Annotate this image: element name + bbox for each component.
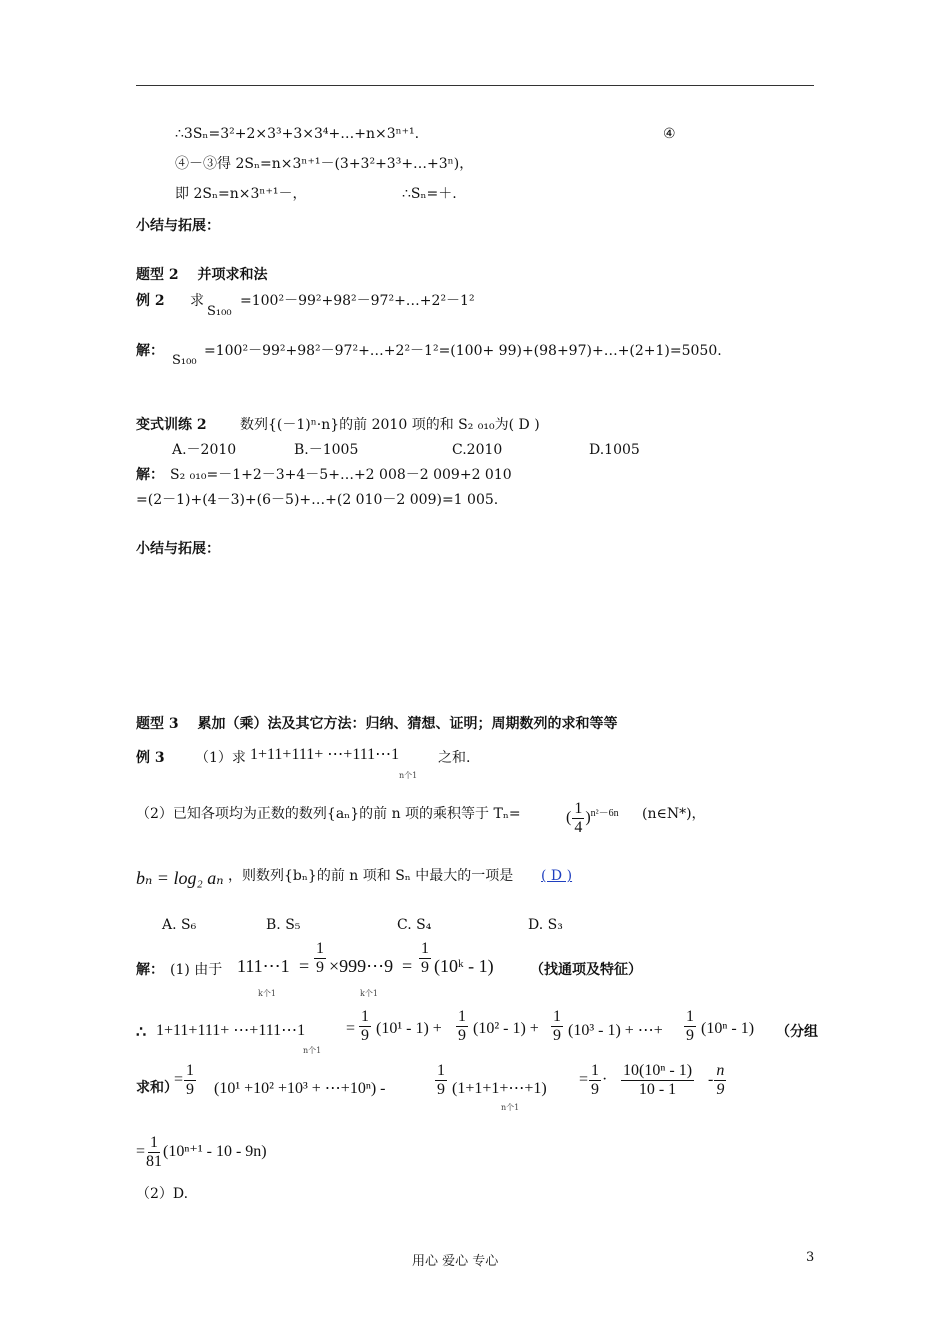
example3-part1-prefix: （1）求: [195, 750, 246, 766]
variant2-solution-line-2: =(2－1)+(4－3)+(6－5)+…+(2 010－2 009)=1 005.: [136, 492, 499, 508]
example2-expr: =100²－99²+98²－97²+…+2²－1²: [240, 293, 475, 309]
fraction-den: 9: [553, 1027, 561, 1044]
fraction-num: 1: [591, 1062, 600, 1079]
solution3-line3b: (1+1+1+⋯+1): [452, 1080, 547, 1097]
fraction-num: 1: [186, 1062, 195, 1079]
variant2-solution-line-1: S₂ ₀₁₀=－1+2－3+4－5+…+2 008－2 009+2 010: [170, 467, 512, 483]
variant2-option-c: C.2010: [452, 442, 503, 458]
variant2-option-d: D.1005: [589, 442, 640, 458]
example3-part1-underbrace: n个1: [399, 771, 418, 780]
variant2-label: 变式训练 2: [136, 417, 207, 433]
solution3-frac4: [455, 1008, 469, 1045]
example3-option-d: D. S₃: [528, 917, 563, 933]
fraction-den: 9: [591, 1081, 600, 1098]
solution3-note: （找通项及特征）: [530, 962, 642, 978]
solution2-var: S₁₀₀: [172, 353, 197, 368]
solution3-line2b: (10¹ - 1) +: [376, 1020, 442, 1037]
group-note-1: （分组: [776, 1024, 818, 1040]
fraction-den: 10 - 1: [638, 1081, 677, 1098]
exponent: n²－6n: [590, 807, 619, 819]
example3-label: 例 3: [136, 750, 165, 766]
fraction-num: 1: [574, 800, 583, 817]
solution3-line3a: (10¹ +10² +10³ + ⋯+10ⁿ) -: [214, 1080, 386, 1097]
example2-text: 求: [190, 293, 204, 309]
summary-heading-1: 小结与拓展：: [136, 218, 220, 234]
footer-center: 用心 爱心 专心: [412, 1254, 499, 1269]
derivation-line-3b: ∴Sₙ=＋.: [402, 186, 457, 202]
fraction-num: 1: [553, 1008, 561, 1025]
solution3-n2: n个1: [501, 1103, 520, 1112]
solution3-frac10: - $\frac{n}{9}$: [708, 1062, 725, 1098]
header-rule: [136, 85, 814, 86]
solution3-line4: [136, 1134, 267, 1171]
solution3-n1: n个1: [303, 1046, 322, 1055]
fraction-den: 9: [316, 959, 324, 976]
example3-part1-suffix: 之和.: [438, 750, 471, 766]
solution3-eq1-equals: =: [402, 956, 413, 976]
type2-title: 题型 2 并项求和法: [136, 267, 268, 283]
solution3-frac7: [434, 1062, 448, 1099]
solution2-label: 解：: [136, 343, 164, 359]
example2-var: S₁₀₀: [207, 304, 232, 319]
derivation-line-1: ∴3Sₙ=3²+2×3³+3×3⁴+…+n×3ⁿ⁺¹.: [175, 126, 420, 142]
example3-part2-fraction: ( $\frac{1}{4}$ )$^{n^2-6n}$: [566, 800, 619, 836]
page-number: 3: [806, 1250, 815, 1265]
derivation-line-3a: 即 2Sₙ=n×3ⁿ⁺¹－，: [175, 186, 307, 202]
solution3-frac5: [550, 1008, 564, 1045]
part2-answer: （2）D.: [136, 1186, 189, 1202]
solution3-k1: k个1: [258, 989, 276, 998]
example3-option-b: B. S₅: [266, 917, 301, 933]
fraction-num: 1: [361, 1008, 369, 1025]
solution2-expr: =100²－99²+98²－97²+…+2²－1²=(100+ 99)+(98+97)+…+(2+1)=5050.: [204, 343, 722, 359]
fraction-num: 1: [150, 1134, 159, 1151]
fraction-num: 1: [316, 940, 324, 957]
fraction-num: 1: [686, 1008, 694, 1025]
solution3-line2: 1+11+111+ ⋯+111⋯1: [156, 1022, 306, 1039]
example3-option-a: A. S₆: [162, 917, 197, 933]
solution3-label: 解：: [136, 962, 164, 978]
example2-label: 例 2: [136, 293, 165, 309]
fraction-num: 1: [458, 1008, 466, 1025]
variant2-option-a: A.－2010: [172, 442, 237, 458]
fraction-den: 9: [686, 1027, 694, 1044]
derivation-line-2: ④－③得 2Sₙ=n×3ⁿ⁺¹－(3+3²+3³+…+3ⁿ)，: [175, 156, 474, 172]
solution3-frac3: [358, 1008, 372, 1045]
solution3-line2-equals: =: [346, 1020, 356, 1037]
solution3-line2d: (10³ - 1) + ⋯+: [568, 1022, 663, 1039]
solution3-frac9: [620, 1062, 695, 1099]
solution3-frac2: [418, 940, 432, 977]
type3-title: 题型 3 累加（乘）法及其它方法：归纳、猜想、证明；周期数列的求和等等: [136, 716, 618, 732]
fraction-den: 4: [574, 819, 583, 836]
therefore-symbol: ∴: [136, 1022, 147, 1041]
example3-part2-tail: (n∈N*)，: [642, 806, 706, 822]
solution3-frac8: = $\frac{1}{9}$ ·: [579, 1062, 608, 1098]
bn-question: ，则数列{bₙ}的前 n 项和 Sₙ 中最大的一项是: [228, 868, 514, 884]
variant2-option-b: B.－1005: [294, 442, 359, 458]
solution3-line2e: (10ⁿ - 1): [701, 1020, 755, 1037]
example3-part2-text: （2）已知各项均为正数的数列{aₙ}的前 n 项的乘积等于 Tₙ=: [136, 806, 521, 822]
fraction-den: 9: [421, 959, 429, 976]
example3-option-c: C. S₄: [397, 917, 432, 933]
solution3-eq1c: ×999⋯9: [329, 956, 394, 976]
fraction-den: 81: [146, 1153, 163, 1170]
solution3-frac6: [683, 1008, 697, 1045]
example3-part1-expr: 1+11+111+ ⋯+111⋯1: [250, 746, 400, 763]
group-note-2: 求和）: [136, 1080, 178, 1096]
equation-tag-4: ④: [663, 126, 676, 142]
fraction-num: 10(10ⁿ - 1): [623, 1062, 693, 1079]
fraction-num: 1: [421, 940, 429, 957]
line4-expr: (10ⁿ⁺¹ - 10 - 9n): [163, 1143, 267, 1161]
summary-heading-2: 小结与拓展：: [136, 541, 220, 557]
solution3-p1: (1) 由于: [170, 962, 223, 978]
bn-definition: bₙ = log₂ aₙ: [136, 868, 224, 888]
fraction-den: 9: [186, 1081, 195, 1098]
fraction-num: n: [716, 1062, 725, 1079]
solution3-k2: k个1: [360, 989, 378, 998]
line4-equals: =: [136, 1143, 146, 1161]
solution3-frac1: [313, 940, 327, 977]
solution3-eq1b: =: [299, 956, 310, 976]
solution3-eq1d: (10ᵏ - 1): [434, 956, 494, 976]
variant2-text: 数列{(－1)ⁿ·n}的前 2010 项的和 S₂ ₀₁₀为( D ): [240, 417, 540, 433]
fraction-num: 1: [437, 1062, 445, 1079]
solution3-line2c: (10² - 1) +: [473, 1020, 539, 1037]
fraction-den: 9: [361, 1027, 369, 1044]
fraction-den: 9: [716, 1081, 725, 1098]
eq-equals-3: = $\frac{1}{9}$: [174, 1062, 195, 1098]
fraction-den: 9: [437, 1081, 445, 1098]
fraction-den: 9: [458, 1027, 466, 1044]
solution3-eq1a: 111⋯1: [237, 956, 290, 976]
bn-answer: ( D ): [541, 868, 573, 884]
variant2-solution-label: 解：: [136, 467, 164, 483]
